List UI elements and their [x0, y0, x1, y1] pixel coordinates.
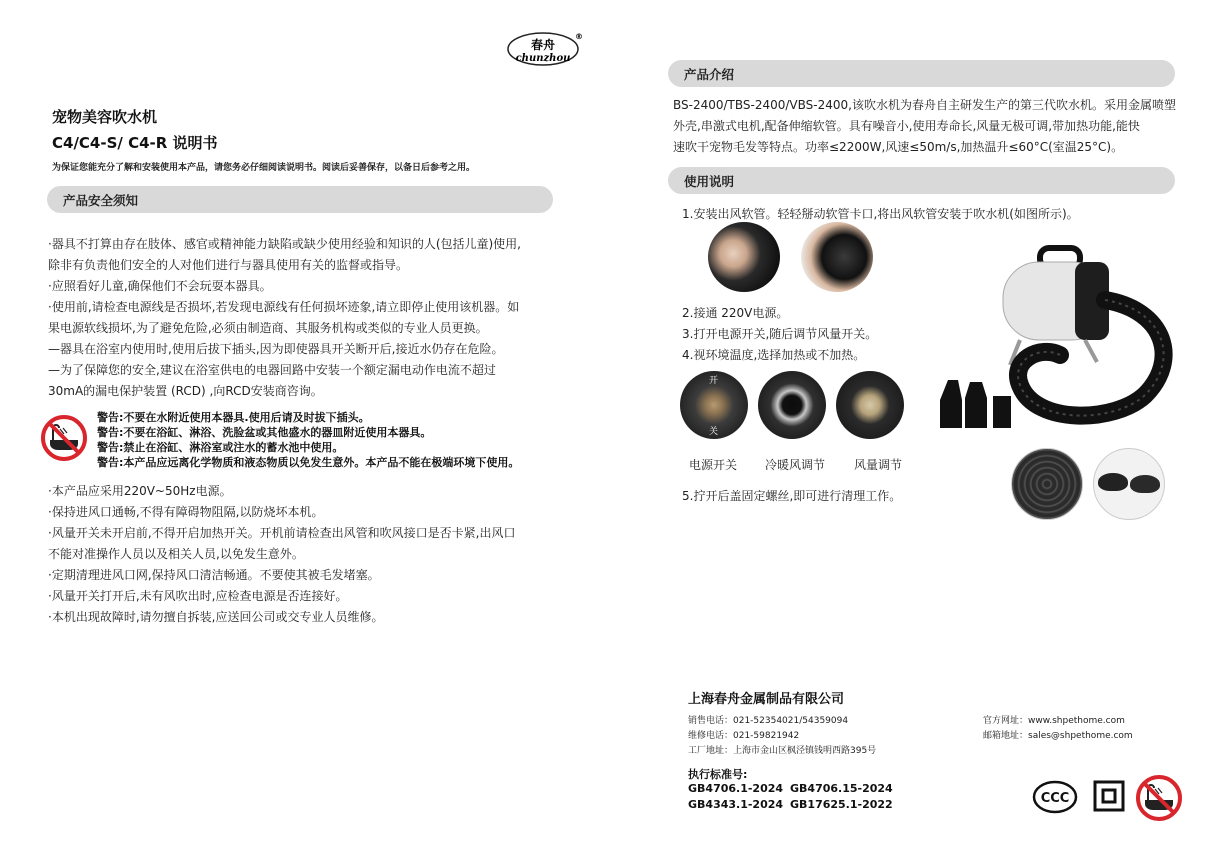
logo-text: 春舟 — [530, 38, 556, 52]
note-line: ·风量开关打开后,未有风吹出时,应检查电源是否连接好。 — [48, 589, 348, 603]
heat-knob-label: 冷暖风调节 — [765, 458, 826, 472]
step-3: 3.打开电源开关,随后调节风量开关。 — [682, 327, 878, 341]
standard-code: GB4706.15-2024 — [790, 782, 893, 795]
safety-line: ·器具不打算由存在肢体、感官或精神能力缺陷或缺少使用经验和知识的人(包括儿童)使用, — [48, 237, 521, 251]
manual-note: 为保证您能充分了解和安装使用本产品，请您务必仔细阅读说明书。阅读后妥善保存，以备日后参考之用。 — [52, 163, 476, 173]
step-1: 1.安装出风软管。轻轻掰动软管卡口,将出风软管安装于吹水机(如图所示)。 — [682, 207, 1079, 221]
usage-header-bar — [668, 167, 1175, 194]
model-title: C4/C4-S/ C4-R 说明书 — [52, 134, 218, 152]
no-bathtub-warning-icon — [40, 414, 88, 462]
standards-title: 执行标准号: — [688, 768, 748, 781]
intro-line: BS-2400/TBS-2400/VBS-2400,该吹水机为春舟自主研发生产的第三代吹水机。采用金属喷塑 — [673, 98, 1176, 112]
safety-line: 除非有负责他们安全的人对他们进行与器具使用有关的监督或指导。 — [48, 258, 409, 272]
safety-line: —器具在浴室内使用时,使用后拔下插头,因为即使器具开关断开后,接近水仍存在危险。 — [48, 342, 504, 356]
blow-dryer-product-image — [935, 240, 1200, 445]
registered-mark: ® — [575, 32, 583, 41]
usage-header: 使用说明 — [684, 174, 735, 189]
warning-line: 警告:本产品应远离化学物质和液态物质以免发生意外。本产品不能在极端环境下使用。 — [97, 456, 520, 469]
intro-text — [673, 95, 1176, 158]
heat-knob-photo — [758, 371, 826, 439]
product-title: 宠物美容吹水机 — [52, 108, 158, 126]
hose-install-photo-1 — [708, 222, 780, 292]
note-line: ·定期清理进风口网,保持风口清洁畅通。不要使其被毛发堵塞。 — [48, 568, 380, 582]
safety-line: 30mA的漏电保护装置 (RCD) ,向RCD安装商咨询。 — [48, 384, 323, 398]
logo-sub: chunzhou — [515, 53, 571, 64]
filter-cover-photo — [1011, 448, 1083, 520]
note-line: ·本产品应采用220V~50Hz电源。 — [48, 484, 232, 498]
safety-header-bar — [47, 186, 553, 213]
chunzhou-logo — [506, 30, 584, 68]
safety-line: 果电源软线损坏,为了避免危险,必须由制造商、其服务机构或类似的专业人员更换。 — [48, 321, 488, 335]
intro-header-bar — [668, 60, 1175, 87]
hose-install-photo-2 — [801, 222, 873, 292]
step-2: 2.接通 220V电源。 — [682, 306, 789, 320]
note-line: ·保持进风口通畅,不得有障碍物阻隔,以防烧坏本机。 — [48, 505, 324, 519]
power-switch-label: 电源开关 — [689, 458, 738, 472]
safety-header: 产品安全须知 — [63, 193, 139, 208]
double-insulation-icon — [1093, 780, 1125, 812]
airflow-knob-label: 风量调节 — [854, 458, 903, 472]
warning-line: 警告:不要在水附近使用本器具.使用后请及时拔下插头。 — [97, 411, 370, 424]
standard-code: GB4706.1-2024 — [688, 782, 784, 795]
intro-line: 外壳,串激式电机,配备伸缩软管。具有噪音小,使用寿命长,风量无极可调,带加热功能,能快 — [673, 119, 1140, 133]
note-line: ·风量开关未开启前,不得开启加热开关。开机前请检查出风管和吹风接口是否卡紧,出风口 — [48, 526, 516, 540]
standard-code: GB17625.1-2022 — [790, 798, 893, 811]
removed-cover-photo — [1093, 448, 1165, 520]
sales-phone: 销售电话：021-52354021/54359094 — [688, 716, 849, 726]
email[interactable]: 邮箱地址：sales@shpethome.com — [983, 731, 1133, 741]
airflow-knob-photo — [836, 371, 904, 439]
no-bathtub-certification-icon — [1135, 774, 1183, 822]
usage-notes-list — [48, 481, 515, 628]
company-name: 上海春舟金属制品有限公司 — [688, 692, 845, 707]
ccc-certification-icon — [1032, 780, 1078, 814]
warning-line: 警告:不要在浴缸、淋浴、洗脸盆或其他盛水的器皿附近使用本器具。 — [97, 426, 432, 439]
intro-line: 速吹干宠物毛发等特点。功率≤2200W,风速≤50m/s,加热温升≤60°C(室温25°C)。 — [673, 140, 1124, 154]
switch-off-mark: 关 — [709, 427, 719, 437]
safety-line: —为了保障您的安全,建议在浴室供电的电器回路中安装一个额定漏电动作电流不超过 — [48, 363, 496, 377]
note-line: 不能对准操作人员以及相关人员,以免发生意外。 — [48, 547, 304, 561]
step-5: 5.拧开后盖固定螺丝,即可进行清理工作。 — [682, 489, 902, 503]
safety-line: ·使用前,请检查电源线是否损坏,若发现电源线有任何损坏迹象,请立即停止使用该机器。如 — [48, 300, 520, 314]
warning-line: 警告:禁止在浴缸、淋浴室或注水的蓄水池中使用。 — [97, 441, 344, 454]
ccc-mark-text: CCC — [1040, 791, 1070, 806]
website[interactable]: 官方网址：www.shpethome.com — [983, 716, 1125, 726]
switch-on-mark: 开 — [709, 376, 719, 386]
safety-line: ·应照看好儿童,确保他们不会玩耍本器具。 — [48, 279, 272, 293]
factory-address: 工厂地址：上海市金山区枫泾镇钱明西路395号 — [688, 746, 877, 756]
warning-list — [97, 410, 519, 470]
step-4: 4.视环境温度,选择加热或不加热。 — [682, 348, 866, 362]
safety-list — [48, 234, 521, 402]
note-line: ·本机出现故障时,请勿擅自拆装,应送回公司或交专业人员维修。 — [48, 610, 384, 624]
intro-header: 产品介绍 — [684, 67, 735, 82]
service-phone: 维修电话：021-59821942 — [688, 731, 800, 741]
standard-code: GB4343.1-2024 — [688, 798, 784, 811]
power-switch-photo — [680, 371, 748, 439]
